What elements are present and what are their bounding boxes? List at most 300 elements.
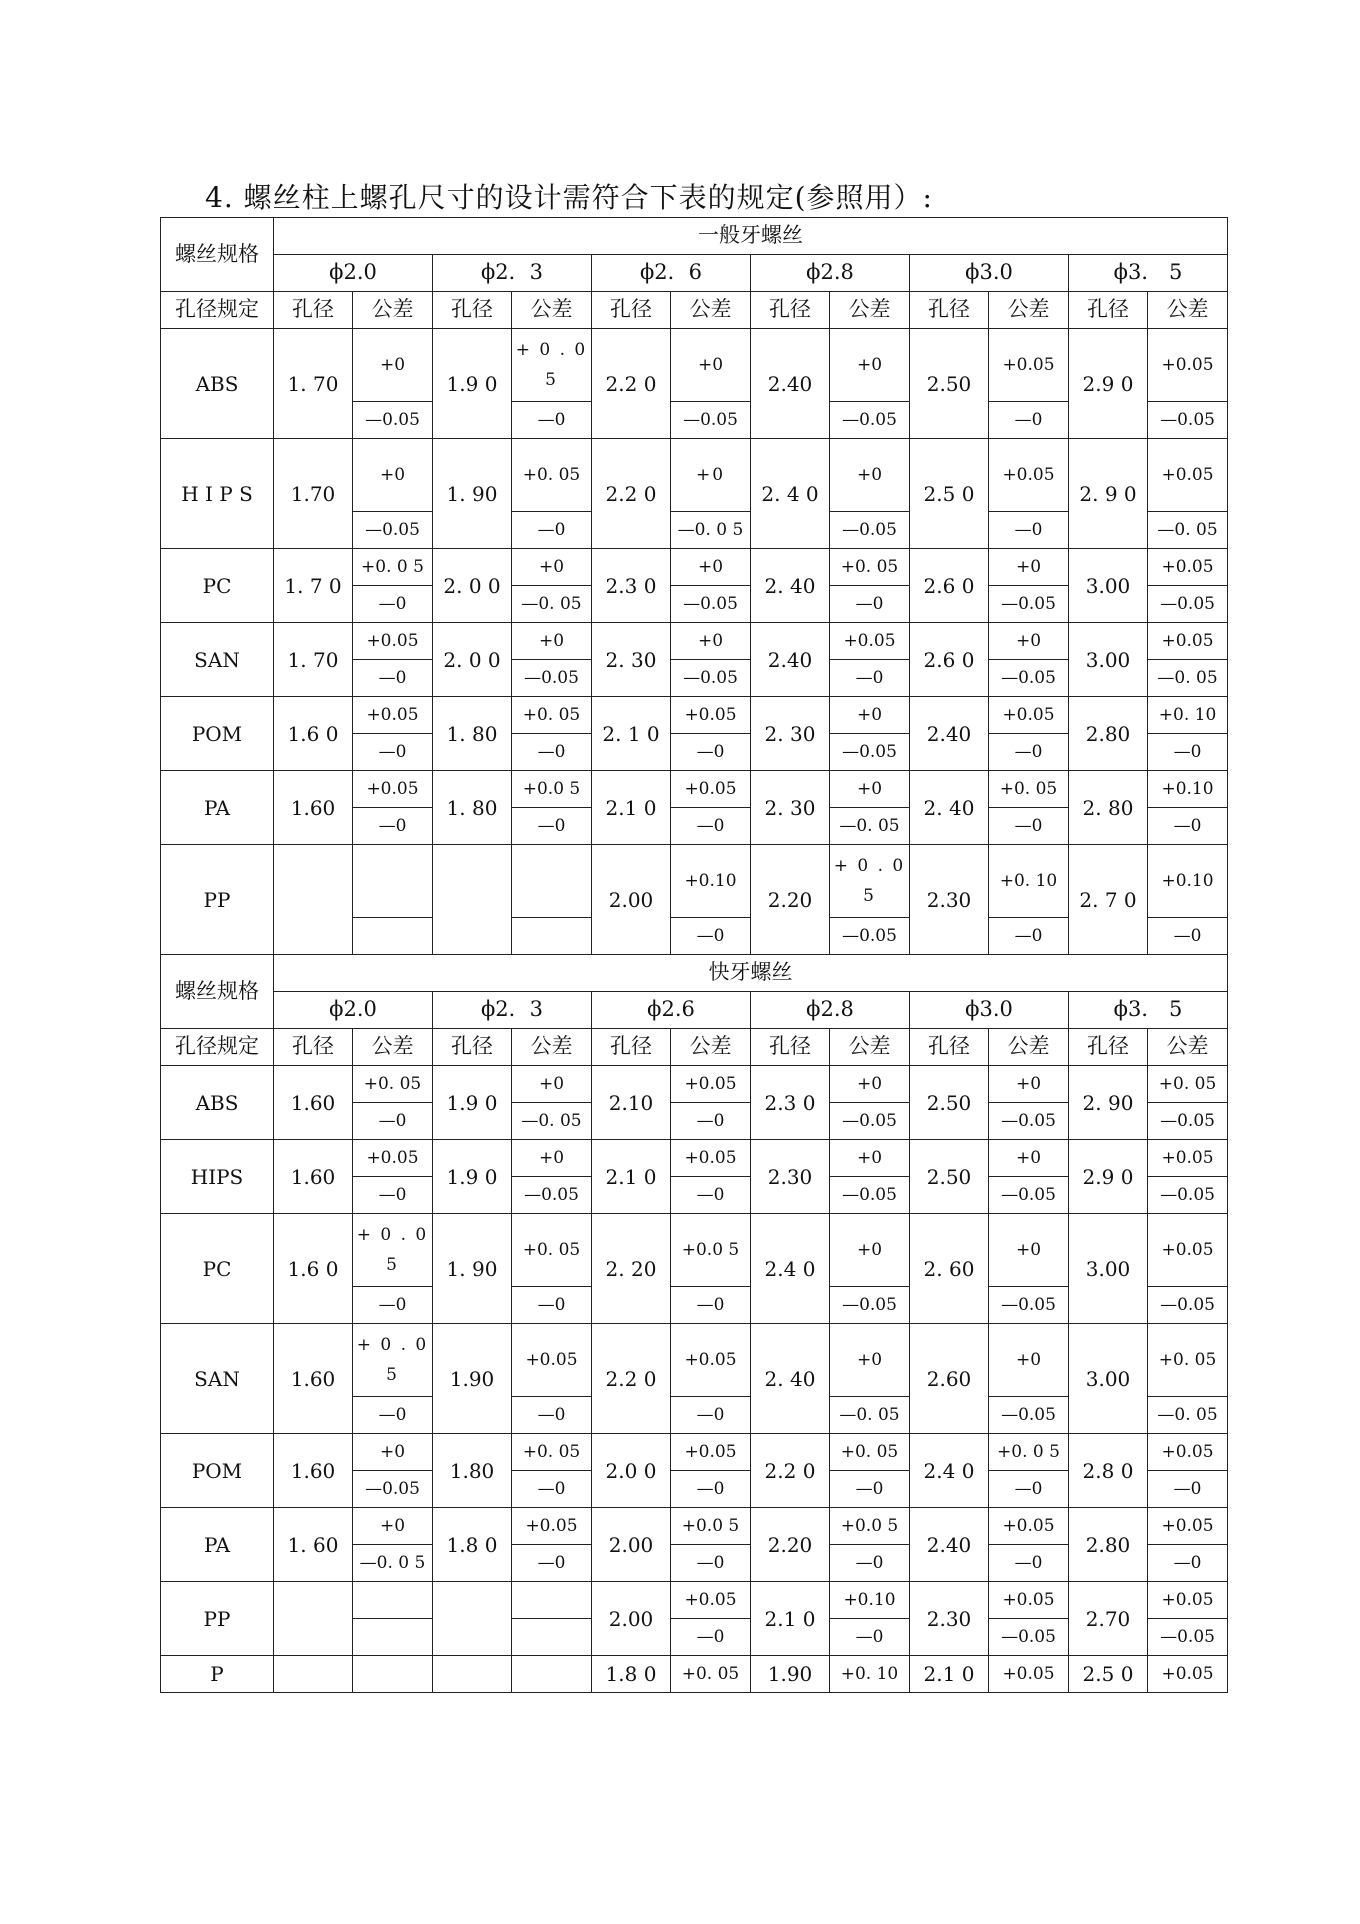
- hole-diameter: 2. 4 0: [751, 439, 830, 549]
- tolerance-minus: —0. 05: [512, 1103, 592, 1140]
- tolerance-minus: —0. 05: [1148, 1397, 1228, 1434]
- tolerance-plus: +0. 05: [989, 771, 1069, 808]
- material-label: HIPS: [161, 1140, 274, 1214]
- tolerance-minus: —0.05: [989, 660, 1069, 697]
- tolerance-plus: +0. 05: [512, 697, 592, 734]
- tolerance-minus: —0.05: [830, 1287, 910, 1324]
- hole-diameter: 2.3 0: [592, 549, 671, 623]
- tolerance-minus: —0. 0 5: [353, 1545, 433, 1582]
- tolerance-plus: +0.10: [671, 845, 751, 918]
- hole-diameter: 1.60: [274, 1066, 353, 1140]
- material-label: PP: [161, 845, 274, 955]
- hole-diameter: 1.9 0: [433, 1140, 512, 1214]
- tolerance-plus: +0. 0 5: [353, 549, 433, 586]
- hole-diameter: 2. 40: [751, 549, 830, 623]
- tolerance-minus: —0: [671, 1545, 751, 1582]
- tolerance-minus: —0: [671, 808, 751, 845]
- hole-diameter: 2.20: [751, 1508, 830, 1582]
- tolerance-plus: +0.05: [671, 771, 751, 808]
- tolerance-minus: —0.05: [830, 402, 910, 439]
- tolerance-minus: —0.05: [353, 512, 433, 549]
- tolerance-minus: —0.05: [830, 1177, 910, 1214]
- tolerance-minus: —0: [1148, 808, 1228, 845]
- tolerance-plus: +0. 05: [512, 1434, 592, 1471]
- tolerance-minus: —0: [512, 808, 592, 845]
- tolerance-plus: +0.05: [671, 1140, 751, 1177]
- hole-diameter: 1.6 0: [274, 1214, 353, 1324]
- tolerance-minus: —0: [353, 734, 433, 771]
- hole-diameter: [433, 1656, 512, 1693]
- tolerance-minus: —0: [671, 1619, 751, 1656]
- hole-diameter: [274, 1582, 353, 1656]
- material-label: SAN: [161, 1324, 274, 1434]
- material-label: PA: [161, 771, 274, 845]
- tolerance-plus: +0: [830, 771, 910, 808]
- hole-diameter: 2.50: [910, 1140, 989, 1214]
- hole-diameter: [274, 845, 353, 955]
- tolerance-plus: +0.05: [671, 1582, 751, 1619]
- spec-size: ϕ2．3: [433, 255, 592, 292]
- col-tol-header: 公差: [1148, 292, 1228, 329]
- hole-diameter: 2.4 0: [910, 1434, 989, 1508]
- hole-diameter: 2.00: [592, 845, 671, 955]
- hole-diameter: 2. 0 0: [433, 549, 512, 623]
- hole-diameter: 1.70: [274, 439, 353, 549]
- tolerance-minus: —0. 05: [1148, 512, 1228, 549]
- tolerance-plus: +0.05: [1148, 439, 1228, 512]
- hole-diameter: 2.9 0: [1069, 329, 1148, 439]
- tolerance-minus: —0.05: [353, 402, 433, 439]
- hole-diameter: 2.1 0: [592, 771, 671, 845]
- tolerance-plus: + 0 . 0 5: [512, 329, 592, 402]
- tolerance-plus: +0.05: [353, 1140, 433, 1177]
- hole-diameter: 2. 60: [910, 1214, 989, 1324]
- tolerance-minus: —0: [989, 808, 1069, 845]
- hole-diameter: 2.40: [910, 1508, 989, 1582]
- tolerance-plus: +0: [512, 549, 592, 586]
- tolerance-plus: +0: [830, 329, 910, 402]
- tolerance-plus: +0.0 5: [512, 771, 592, 808]
- material-label: PP: [161, 1582, 274, 1656]
- tolerance-minus: —0: [512, 402, 592, 439]
- tolerance-minus: —0: [512, 512, 592, 549]
- tolerance-minus: —0: [1148, 918, 1228, 955]
- tolerance-plus: +0: [671, 623, 751, 660]
- tolerance-plus: +0.05: [989, 439, 1069, 512]
- tolerance-plus: +0. 05: [1148, 1324, 1228, 1397]
- tolerance-plus: +0: [830, 1214, 910, 1287]
- material-label: H I P S: [161, 439, 274, 549]
- hole-rule-label: 孔径规定: [161, 292, 274, 329]
- hole-diameter: 1.90: [433, 1324, 512, 1434]
- tolerance-minus: —0: [830, 660, 910, 697]
- tolerance-minus: —0. 05: [830, 808, 910, 845]
- spec-size: ϕ3.0: [910, 992, 1069, 1029]
- hole-diameter: 2. 1 0: [592, 697, 671, 771]
- hole-diameter: 1.9 0: [433, 329, 512, 439]
- tolerance-minus: —0: [671, 1397, 751, 1434]
- tolerance-plus: [512, 1656, 592, 1693]
- tolerance-minus: —0.05: [353, 1471, 433, 1508]
- tolerance-plus: +0: [989, 623, 1069, 660]
- hole-diameter: 1. 7 0: [274, 549, 353, 623]
- hole-diameter: 1.6 0: [274, 697, 353, 771]
- hole-diameter: 2.5 0: [910, 439, 989, 549]
- tolerance-plus: +0. 05: [353, 1066, 433, 1103]
- hole-diameter: 2.1 0: [910, 1656, 989, 1693]
- tolerance-plus: +0: [353, 1434, 433, 1471]
- tolerance-minus: —0. 05: [512, 586, 592, 623]
- tolerance-plus: [512, 1582, 592, 1619]
- hole-diameter: 2.30: [910, 1582, 989, 1656]
- hole-diameter: [433, 845, 512, 955]
- tolerance-plus: +0.05: [353, 697, 433, 734]
- tolerance-minus: —0.05: [1148, 1177, 1228, 1214]
- tolerance-minus: —0.05: [830, 1103, 910, 1140]
- tolerance-plus: +0. 10: [1148, 697, 1228, 734]
- hole-diameter: 3.00: [1069, 549, 1148, 623]
- hole-diameter: 2. 30: [592, 623, 671, 697]
- tolerance-minus: —0.05: [671, 402, 751, 439]
- spec-size: ϕ2.6: [592, 992, 751, 1029]
- tolerance-plus: +0.05: [512, 1508, 592, 1545]
- material-label: POM: [161, 697, 274, 771]
- tolerance-minus: —0: [512, 1287, 592, 1324]
- tolerance-minus: —0: [353, 660, 433, 697]
- tolerance-minus: —0.05: [989, 1103, 1069, 1140]
- tolerance-plus: +0.05: [1148, 1214, 1228, 1287]
- col-tol-header: 公差: [671, 1029, 751, 1066]
- spec-size: ϕ2.8: [751, 992, 910, 1029]
- col-tol-header: 公差: [353, 1029, 433, 1066]
- hole-diameter: 2. 30: [751, 697, 830, 771]
- tolerance-plus: +0: [989, 1140, 1069, 1177]
- tolerance-plus: +0. 0 5: [989, 1434, 1069, 1471]
- tolerance-plus: + 0 . 0 5: [830, 845, 910, 918]
- hole-diameter: [433, 1582, 512, 1656]
- spec-label: 螺丝规格: [161, 955, 274, 1029]
- page-heading: 4. 螺丝柱上螺孔尺寸的设计需符合下表的规定(参照用）:: [205, 181, 933, 214]
- hole-diameter: 1. 60: [274, 1508, 353, 1582]
- col-tol-header: 公差: [989, 1029, 1069, 1066]
- tolerance-minus: —0: [671, 1471, 751, 1508]
- tolerance-plus: +0: [353, 329, 433, 402]
- section-title: 快牙螺丝: [274, 955, 1228, 992]
- tolerance-plus: +0.0 5: [671, 1214, 751, 1287]
- tolerance-minus: —0.05: [1148, 1287, 1228, 1324]
- tolerance-plus: [353, 1656, 433, 1693]
- hole-diameter: 2. 40: [910, 771, 989, 845]
- tolerance-plus: +0.05: [1148, 1656, 1228, 1693]
- tolerance-minus: —0.05: [671, 660, 751, 697]
- tolerance-plus: +0.05: [989, 329, 1069, 402]
- tolerance-plus: +0.05: [1148, 329, 1228, 402]
- tolerance-minus: —0.05: [989, 1619, 1069, 1656]
- material-label: POM: [161, 1434, 274, 1508]
- hole-diameter: 1.8 0: [433, 1508, 512, 1582]
- hole-diameter: 2.1 0: [592, 1140, 671, 1214]
- tolerance-minus: [512, 918, 592, 955]
- tolerance-plus: +0.10: [1148, 845, 1228, 918]
- tolerance-plus: +0.0 5: [671, 1508, 751, 1545]
- col-tol-header: 公差: [353, 292, 433, 329]
- tolerance-plus: +0.05: [353, 623, 433, 660]
- hole-diameter: 1.60: [274, 1434, 353, 1508]
- tolerance-minus: —0.05: [830, 734, 910, 771]
- hole-diameter: 1. 70: [274, 329, 353, 439]
- hole-diameter: 2.60: [910, 1324, 989, 1434]
- spec-size: ϕ2．3: [433, 992, 592, 1029]
- hole-diameter: 1. 90: [433, 439, 512, 549]
- hole-diameter: 2. 0 0: [433, 623, 512, 697]
- hole-diameter: 1.9 0: [433, 1066, 512, 1140]
- spec-size: ϕ3． 5: [1069, 992, 1228, 1029]
- spec-size: ϕ3.0: [910, 255, 1069, 292]
- hole-diameter: 2.2 0: [592, 1324, 671, 1434]
- col-hole-header: 孔径: [751, 1029, 830, 1066]
- tolerance-minus: —0: [1148, 734, 1228, 771]
- spec-size: ϕ3． 5: [1069, 255, 1228, 292]
- hole-diameter: 1. 70: [274, 623, 353, 697]
- spec-size: ϕ2．6: [592, 255, 751, 292]
- hole-diameter: 2.40: [910, 697, 989, 771]
- tolerance-minus: —0: [512, 1471, 592, 1508]
- hole-diameter: 2. 9 0: [1069, 439, 1148, 549]
- tolerance-plus: +0.05: [1148, 1140, 1228, 1177]
- tolerance-plus: +0.05: [1148, 549, 1228, 586]
- col-hole-header: 孔径: [433, 1029, 512, 1066]
- tolerance-minus: —0: [512, 1545, 592, 1582]
- tolerance-minus: —0: [353, 1397, 433, 1434]
- tolerance-minus: —0.05: [1148, 1619, 1228, 1656]
- tolerance-minus: —0.05: [1148, 586, 1228, 623]
- hole-diameter: 2. 20: [592, 1214, 671, 1324]
- hole-diameter: 2.30: [910, 845, 989, 955]
- hole-diameter: 3.00: [1069, 1214, 1148, 1324]
- tolerance-plus: +0: [353, 439, 433, 512]
- tolerance-plus: +0.05: [1148, 1434, 1228, 1471]
- tolerance-minus: —0: [353, 586, 433, 623]
- tolerance-minus: [512, 1619, 592, 1656]
- tolerance-plus: +0.05: [671, 697, 751, 734]
- tolerance-plus: +0. 05: [671, 1656, 751, 1693]
- hole-diameter: 2.4 0: [751, 1214, 830, 1324]
- col-hole-header: 孔径: [433, 292, 512, 329]
- material-label: P: [161, 1656, 274, 1693]
- tolerance-minus: —0: [671, 1287, 751, 1324]
- col-hole-header: 孔径: [910, 292, 989, 329]
- hole-diameter: 1.90: [751, 1656, 830, 1693]
- tolerance-minus: —0.05: [989, 1287, 1069, 1324]
- tolerance-plus: +0.05: [353, 771, 433, 808]
- col-tol-header: 公差: [830, 1029, 910, 1066]
- col-hole-header: 孔径: [592, 1029, 671, 1066]
- tolerance-plus: +0.05: [1148, 1508, 1228, 1545]
- hole-diameter: 2. 7 0: [1069, 845, 1148, 955]
- tolerance-plus: +0.05: [830, 623, 910, 660]
- tolerance-minus: —0: [1148, 1545, 1228, 1582]
- col-hole-header: 孔径: [1069, 292, 1148, 329]
- tolerance-plus: +0.05: [1148, 1582, 1228, 1619]
- col-tol-header: 公差: [671, 292, 751, 329]
- screw-hole-spec-table: [160, 217, 1228, 1693]
- tolerance-plus: + 0 . 0 5: [353, 1214, 433, 1287]
- col-tol-header: 公差: [512, 1029, 592, 1066]
- tolerance-minus: —0: [353, 808, 433, 845]
- col-hole-header: 孔径: [274, 1029, 353, 1066]
- tolerance-plus: +0.05: [989, 1582, 1069, 1619]
- material-label: PA: [161, 1508, 274, 1582]
- col-hole-header: 孔径: [751, 292, 830, 329]
- tolerance-minus: [353, 1619, 433, 1656]
- tolerance-plus: +0: [830, 697, 910, 734]
- hole-diameter: 2.20: [751, 845, 830, 955]
- hole-diameter: 2.3 0: [751, 1066, 830, 1140]
- tolerance-minus: —0: [830, 1619, 910, 1656]
- tolerance-minus: —0: [830, 586, 910, 623]
- tolerance-plus: +0.05: [671, 1434, 751, 1471]
- hole-diameter: 1.60: [274, 771, 353, 845]
- tolerance-plus: +0: [353, 1508, 433, 1545]
- hole-rule-label: 孔径规定: [161, 1029, 274, 1066]
- tolerance-plus: +0.05: [989, 1508, 1069, 1545]
- tolerance-plus: +0: [830, 1324, 910, 1397]
- hole-diameter: 1. 80: [433, 697, 512, 771]
- hole-diameter: [274, 1656, 353, 1693]
- tolerance-plus: +0: [989, 1324, 1069, 1397]
- hole-diameter: 1.60: [274, 1140, 353, 1214]
- tolerance-minus: —0: [989, 402, 1069, 439]
- tolerance-minus: —0. 05: [1148, 660, 1228, 697]
- tolerance-plus: +0: [830, 1140, 910, 1177]
- tolerance-minus: —0.05: [830, 918, 910, 955]
- hole-diameter: 2.10: [592, 1066, 671, 1140]
- tolerance-plus: +0: [989, 549, 1069, 586]
- tolerance-minus: —0: [353, 1103, 433, 1140]
- tolerance-plus: +0.05: [989, 1656, 1069, 1693]
- col-tol-header: 公差: [512, 292, 592, 329]
- tolerance-plus: +0.05: [989, 697, 1069, 734]
- tolerance-plus: +0. 05: [1148, 1066, 1228, 1103]
- tolerance-plus: +0: [512, 623, 592, 660]
- tolerance-plus: +0. 05: [512, 439, 592, 512]
- hole-diameter: 2.40: [751, 623, 830, 697]
- tolerance-minus: —0: [512, 1397, 592, 1434]
- spec-label: 螺丝规格: [161, 218, 274, 292]
- tolerance-minus: —0.05: [512, 1177, 592, 1214]
- tolerance-minus: —0: [830, 1545, 910, 1582]
- tolerance-minus: —0: [989, 1545, 1069, 1582]
- tolerance-plus: +0.05: [671, 1066, 751, 1103]
- material-label: SAN: [161, 623, 274, 697]
- hole-diameter: 2. 30: [751, 771, 830, 845]
- tolerance-minus: —0: [989, 734, 1069, 771]
- tolerance-minus: —0: [671, 918, 751, 955]
- tolerance-minus: —0: [989, 918, 1069, 955]
- tolerance-minus: —0.05: [989, 1397, 1069, 1434]
- tolerance-plus: +0: [989, 1214, 1069, 1287]
- tolerance-plus: +0.0 5: [830, 1508, 910, 1545]
- hole-diameter: 2.5 0: [1069, 1656, 1148, 1693]
- col-tol-header: 公差: [830, 292, 910, 329]
- hole-diameter: 2.50: [910, 1066, 989, 1140]
- col-tol-header: 公差: [989, 292, 1069, 329]
- tolerance-minus: —0: [671, 1103, 751, 1140]
- hole-diameter: 2.1 0: [751, 1582, 830, 1656]
- hole-diameter: 1.8 0: [592, 1656, 671, 1693]
- hole-diameter: 1. 80: [433, 771, 512, 845]
- tolerance-plus: +0: [671, 439, 751, 512]
- hole-diameter: 2.70: [1069, 1582, 1148, 1656]
- tolerance-plus: +0: [512, 1140, 592, 1177]
- hole-diameter: 2.80: [1069, 1508, 1148, 1582]
- col-hole-header: 孔径: [592, 292, 671, 329]
- tolerance-plus: +0. 10: [989, 845, 1069, 918]
- material-label: PC: [161, 549, 274, 623]
- tolerance-minus: —0: [353, 1177, 433, 1214]
- tolerance-plus: [353, 845, 433, 918]
- hole-diameter: 2. 90: [1069, 1066, 1148, 1140]
- hole-diameter: 2.40: [751, 329, 830, 439]
- col-hole-header: 孔径: [1069, 1029, 1148, 1066]
- tolerance-plus: +0: [830, 439, 910, 512]
- material-label: ABS: [161, 329, 274, 439]
- col-tol-header: 公差: [1148, 1029, 1228, 1066]
- tolerance-minus: —0: [512, 734, 592, 771]
- tolerance-minus: —0.05: [989, 586, 1069, 623]
- tolerance-minus: —0: [830, 1471, 910, 1508]
- tolerance-minus: —0: [989, 1471, 1069, 1508]
- tolerance-plus: +0: [830, 1066, 910, 1103]
- hole-diameter: 2.00: [592, 1508, 671, 1582]
- hole-diameter: 2.6 0: [910, 623, 989, 697]
- hole-diameter: 2.9 0: [1069, 1140, 1148, 1214]
- tolerance-plus: +0: [671, 329, 751, 402]
- hole-diameter: 2.0 0: [592, 1434, 671, 1508]
- hole-diameter: 2.2 0: [592, 439, 671, 549]
- tolerance-minus: —0: [989, 512, 1069, 549]
- hole-diameter: 1.80: [433, 1434, 512, 1508]
- tolerance-plus: [512, 845, 592, 918]
- tolerance-plus: +0: [989, 1066, 1069, 1103]
- tolerance-plus: + 0 . 0 5: [353, 1324, 433, 1397]
- tolerance-minus: —0: [671, 734, 751, 771]
- tolerance-plus: +0. 05: [830, 1434, 910, 1471]
- tolerance-minus: —0.05: [989, 1177, 1069, 1214]
- tolerance-minus: —0: [353, 1287, 433, 1324]
- spec-size: ϕ2.0: [274, 255, 433, 292]
- tolerance-plus: +0.05: [512, 1324, 592, 1397]
- hole-diameter: 3.00: [1069, 623, 1148, 697]
- col-hole-header: 孔径: [910, 1029, 989, 1066]
- hole-diameter: 1.60: [274, 1324, 353, 1434]
- tolerance-minus: —0.05: [512, 660, 592, 697]
- tolerance-minus: —0.05: [1148, 402, 1228, 439]
- section-title: 一般牙螺丝: [274, 218, 1228, 255]
- tolerance-plus: +0: [512, 1066, 592, 1103]
- tolerance-minus: —0. 0 5: [671, 512, 751, 549]
- tolerance-minus: —0. 05: [830, 1397, 910, 1434]
- hole-diameter: 2.2 0: [592, 329, 671, 439]
- tolerance-plus: +0.10: [1148, 771, 1228, 808]
- hole-diameter: 2.6 0: [910, 549, 989, 623]
- material-label: PC: [161, 1214, 274, 1324]
- tolerance-plus: +0.05: [1148, 623, 1228, 660]
- col-hole-header: 孔径: [274, 292, 353, 329]
- spec-size: ϕ2.8: [751, 255, 910, 292]
- spec-size: ϕ2.0: [274, 992, 433, 1029]
- hole-diameter: 2.30: [751, 1140, 830, 1214]
